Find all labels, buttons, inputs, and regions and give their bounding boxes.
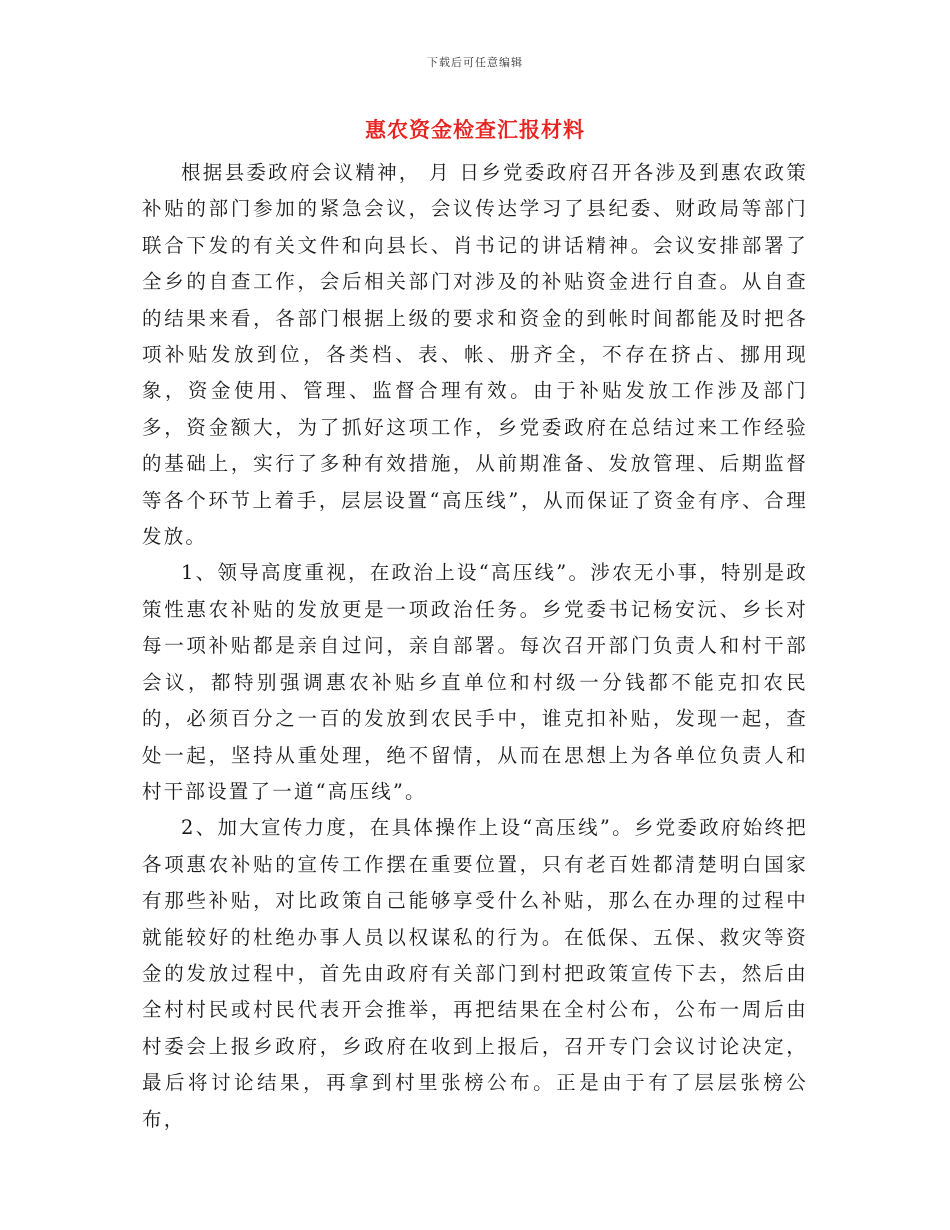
- header-note: 下载后可任意编辑: [427, 56, 523, 69]
- paragraph-point-2: 2、加大宣传力度，在具体操作上设“高压线”。乡党委政府始终把各项惠农补贴的宣传工作摆在重要位置，只有老百姓都清楚明白国家有那些补贴，对比政策自己能够享受什么补贴，那么在办理的过程中就能较好的杜绝办事人员以权谋私的行为。在低保、五保、救灾等资金的发放过程中，首先由政府有关部门到村把政策宣传下去，然后由全村村民或村民代表开会推举，再把结果在全村公布，公布一周后由村委会上报乡政府，乡政府在收到上报后，召开专门会议讨论决定，最后将讨论结果，再拿到村里张榜公布。正是由于有了层层张榜公布，: [142, 816, 808, 1131]
- paragraph-point-1: 1、领导高度重视，在政治上设“高压线”。涉农无小事，特别是政策性惠农补贴的发放更是一项政治任务。乡党委书记杨安沅、乡长对每一项补贴都是亲自过问，亲自部署。每次召开部门负责人和村干部会议，都特别强调惠农补贴乡直单位和村级一分钱都不能克扣农民的，必须百分之一百的发放到农民手中，谁克扣补贴，发现一起，查处一起，坚持从重处理，绝不留情，从而在思想上为各单位负责人和村干部设置了一道“高压线”。: [142, 561, 808, 803]
- document-body: [142, 155, 808, 1138]
- document-title: 惠农资金检查汇报材料: [365, 117, 585, 142]
- paragraph-intro: 根据县委政府会议精神， 月 日乡党委政府召开各涉及到惠农政策补贴的部门参加的紧急会议，会议传达学习了县纪委、财政局等部门联合下发的有关文件和向县长、肖书记的讲话精神。会议安排部署了全乡的自查工作，会后相关部门对涉及的补贴资金进行自查。从自查的结果来看，各部门根据上级的要求和资金的到帐时间都能及时把各项补贴发放到位，各类档、表、帐、册齐全，不存在挤占、挪用现象，资金使用、管理、监督合理有效。由于补贴发放工作涉及部门多，资金额大，为了抓好这项工作，乡党委政府在总结过来工作经验的基础上，实行了多种有效措施，从前期准备、发放管理、后期监督等各个环节上着手，层层设置“高压线”，从而保证了资金有序、合理发放。: [142, 161, 808, 549]
